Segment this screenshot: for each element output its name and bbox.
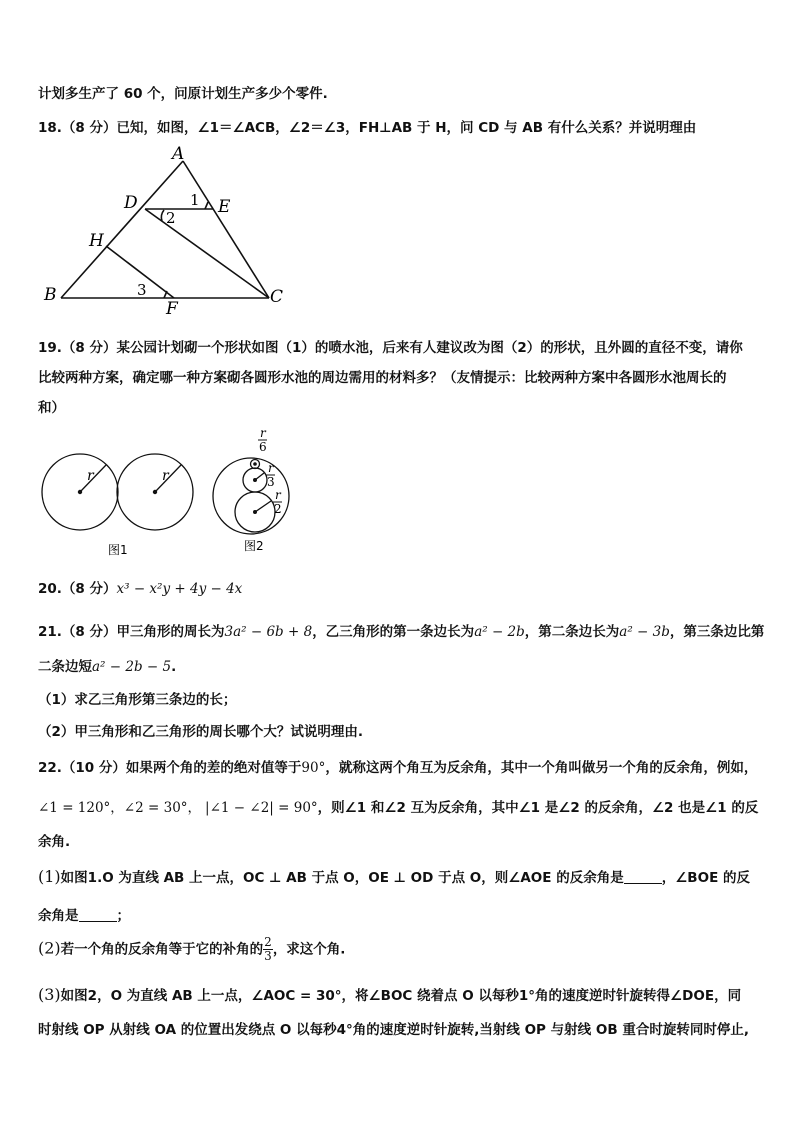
q21-text-6: . — [171, 659, 177, 675]
fraction-two-thirds — [263, 936, 273, 963]
question-21-line-2 — [38, 655, 176, 675]
q22-part-1-text-d: ； — [116, 908, 130, 924]
caption-figure-1: 图1 — [108, 543, 128, 557]
question-19-line-1: 19.（8 分）某公园计划砌一个形状如图（1）的喷水池，后来有人建议改为图（2）的形状，且外圆的直径不变，请你 — [38, 340, 743, 356]
q21-expr-1: 3a² − 6b + 8 — [224, 624, 313, 640]
q22-part-2-number: (2) — [38, 938, 61, 958]
text-line-intro: 计划多生产了 60 个，问原计划生产多少个零件. — [38, 86, 328, 102]
q21-text-3: ，第二条边长为 — [524, 624, 620, 640]
question-22-line-3: 余角. — [38, 834, 71, 850]
q22-part-2-text-b: ，求这个角. — [272, 941, 346, 958]
question-19-line-2: 比较两种方案，确定哪一种方案砌各圆形水池的周边需用的材料多？（友情提示：比较两种方案中各圆形水池周长的 — [38, 370, 727, 386]
label-r2-num: r — [275, 488, 281, 502]
question-20-prefix: 20.（8 分） — [38, 581, 117, 597]
q22-expr-1: 90° — [301, 760, 326, 776]
q22-text-2: ，就称这两个角互为反余角，其中一个角叫做另一个角的反余角，例如， — [325, 760, 758, 776]
fraction-numerator: 2 — [264, 935, 272, 949]
q22-part-3-number: (3) — [38, 985, 61, 1004]
label-D: D — [124, 193, 138, 213]
q21-text-2: ，乙三角形的第一条边长为 — [312, 624, 475, 640]
label-r6-den: 6 — [259, 440, 267, 454]
q22-part-1-number: (1) — [38, 867, 61, 886]
answer-blank-aoe[interactable] — [624, 871, 662, 884]
label-B: B — [44, 285, 57, 305]
q21-text-1: 21.（8 分）甲三角形的周长为 — [38, 624, 225, 640]
label-H: H — [89, 231, 104, 251]
figure-19-2 — [212, 426, 302, 556]
label-F: F — [166, 299, 178, 314]
question-20-expression: x³ − x²y + 4y − 4x — [116, 581, 243, 597]
question-21-sub-1: （1）求乙三角形第三条边的长； — [38, 692, 237, 708]
q22-expr-3: |∠1 − ∠2| = 90° — [205, 800, 318, 816]
question-22-part-1-line-2 — [38, 904, 130, 924]
q21-text-4: ，第三条边比第 — [669, 624, 765, 640]
label-C: C — [270, 287, 284, 307]
q22-part-1-text-a: 如图1.O 为直线 AB 上一点，OC ⊥ AB 于点 O，OE ⊥ OD 于点 O，则∠AOE 的反余角是 — [60, 870, 624, 886]
answer-blank-boe[interactable] — [79, 909, 117, 922]
figure-18 — [40, 142, 300, 314]
q21-expr-2: a² − 2b — [474, 624, 525, 640]
fraction-denominator: 3 — [264, 949, 272, 963]
q22-expr-2: ∠1 = 120°，∠2 = 30°， — [38, 800, 202, 816]
question-22-part-3-line-2: 时射线 OP 从射线 OA 的位置出发绕点 O 以每秒4°角的速度逆时针旋转,当射线 OP 与射线 OB 重合时旋转同时停止, — [38, 1022, 749, 1038]
question-20 — [38, 577, 242, 597]
label-angle-3: 3 — [137, 281, 147, 299]
question-21-sub-2: （2）甲三角形和乙三角形的周长哪个大？试说明理由. — [38, 724, 364, 740]
caption-figure-2: 图2 — [244, 539, 264, 553]
label-r6-num: r — [260, 426, 266, 440]
label-r2-den: 2 — [274, 502, 282, 516]
question-18: 18.（8 分）已知，如图，∠1＝∠ACB，∠2＝∠3，FH⊥AB 于 H，问 CD 与 AB 有什么关系？并说明理由 — [38, 120, 697, 136]
q21-expr-4: a² − 2b − 5 — [92, 659, 172, 675]
question-21-line-1 — [38, 620, 764, 640]
label-E: E — [218, 197, 231, 217]
question-19-line-3: 和） — [38, 400, 65, 416]
q21-expr-3: a² − 3b — [619, 624, 670, 640]
q22-text-3: ，则∠1 和∠2 互为反余角，其中∠1 是∠2 的反余角，∠2 也是∠1 的反 — [317, 800, 759, 816]
question-22-line-2 — [38, 796, 758, 816]
figure-19-1 — [38, 450, 208, 560]
question-22-line-1 — [38, 756, 757, 776]
q22-part-1-text-b: ，∠BOE 的反 — [661, 870, 750, 886]
label-r-left: r — [87, 468, 94, 484]
q22-part-2-text-a: 若一个角的反余角等于它的补角的 — [60, 941, 264, 958]
question-22-part-1-line-1 — [38, 866, 750, 886]
label-A: A — [172, 144, 185, 164]
q21-text-5: 二条边短 — [38, 659, 92, 675]
label-r3-num: r — [268, 461, 274, 475]
label-r-right: r — [162, 468, 169, 484]
label-angle-1: 1 — [190, 191, 200, 209]
question-22-part-3-line-1 — [38, 984, 741, 1004]
q22-text-1: 22.（10 分）如果两个角的差的绝对值等于 — [38, 760, 302, 776]
question-22-part-2 — [38, 936, 345, 963]
q22-part-3-text-a: 如图2，O 为直线 AB 上一点，∠AOC = 30°，将∠BOC 绕着点 O 以每秒1°角的速度逆时针旋转得∠DOE，同 — [60, 988, 742, 1004]
label-angle-2: 2 — [166, 209, 176, 227]
q22-part-1-text-c: 余角是 — [38, 908, 79, 924]
label-r3-den: 3 — [267, 475, 275, 489]
